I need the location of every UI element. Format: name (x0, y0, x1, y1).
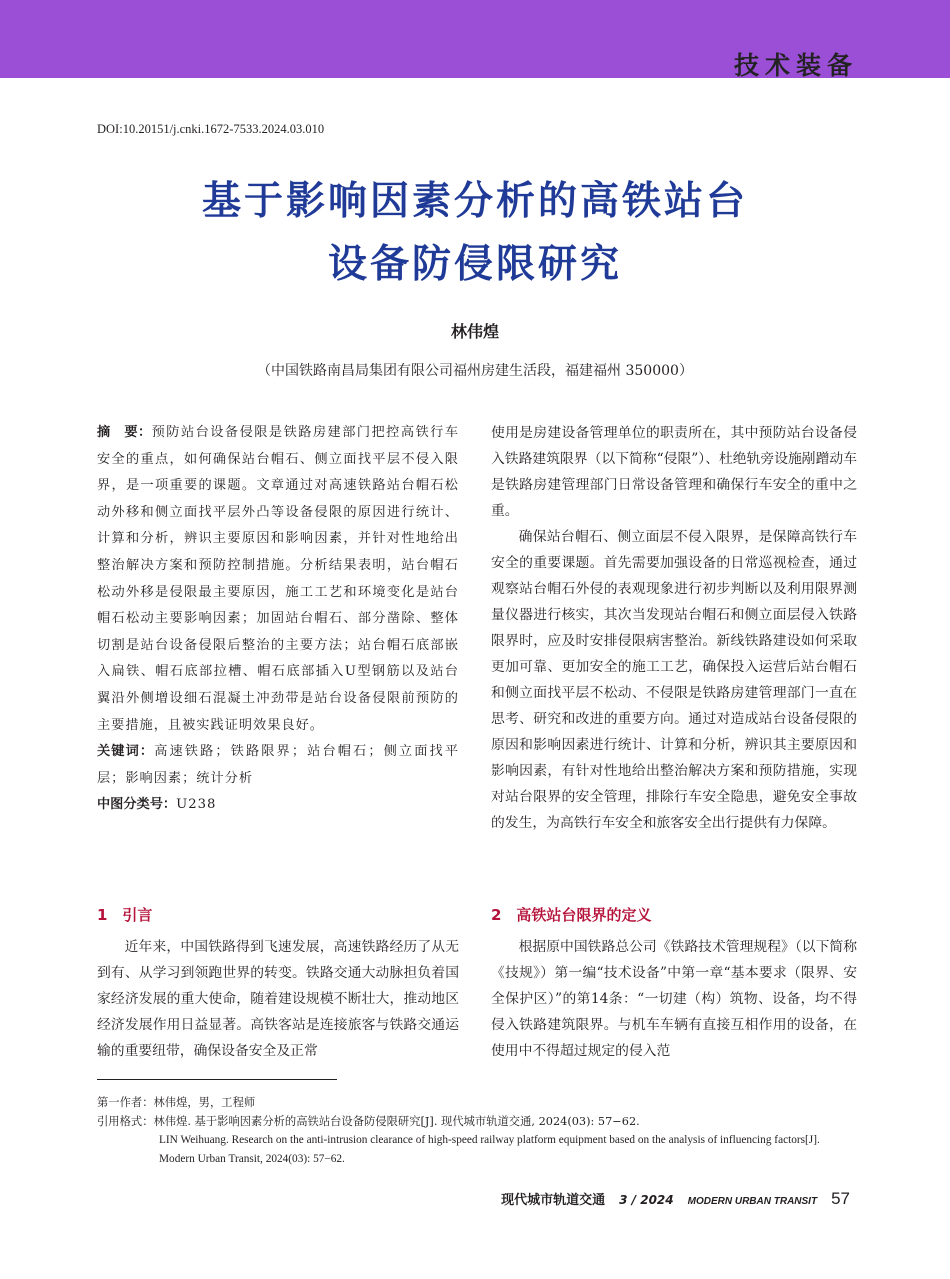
paragraph: 近年来，中国铁路得到飞速发展，高速铁路经历了从无到有、从学习到领跑世界的转变。铁路交通大动脉担负着国家经济发展的重大使命，随着建设规模不断壮大，推动地区经济发展作用日益显著。高铁客站是连接旅客与铁路交通运输的重要纽带，确保设备安全及正常 (97, 939, 459, 1059)
page-number: 57 (831, 1189, 850, 1208)
paragraph: 确保站台帽石、侧立面层不侵入限界，是保障高铁行车安全的重要课题。首先需要加强设备的日常巡视检查，通过观察站台帽石外侵的表观现象进行初步判断以及利用限界测量仪器进行核实，其次当发现站台帽石和侧立面层侵入铁路限界时，应及时安排侵限病害整治。新线铁路建设如何采取更加可靠、更加安全的施工工艺，确保投入运营后站台帽石和侧立面找平层不松动、不侵限是铁路房建管理部门一直在思考、研究和改进的重要方向。通过对造成站台设备侵限的原因和影响因素进行统计、计算和分析，辨识其主要原因和影响因素，有针对性地给出整治解决方案和预防措施，实现对站台限界的安全管理，排除行车安全隐患，避免安全事故的发生，为高铁行车安全和旅客安全出行提供有力保障。 (491, 529, 857, 831)
keywords: 高速铁路；铁路限界；站台帽石；侧立面找平层；影响因素；统计分析 (97, 744, 460, 786)
clc-label: 中图分类号： (97, 797, 177, 813)
clc-code: U238 (176, 797, 217, 813)
issue-number: 3 / 2024 (619, 1193, 674, 1207)
right-column-intro (491, 420, 857, 836)
doi: DOI:10.20151/j.cnki.1672-7533.2024.03.010 (97, 122, 325, 136)
author: 林伟煌 (450, 322, 499, 341)
section-1-body (97, 934, 459, 1064)
journal-name-en: MODERN URBAN TRANSIT (687, 1196, 818, 1207)
title-line-1: 基于影响因素分析的高铁站台 (201, 178, 748, 224)
page-footer (501, 1189, 850, 1209)
paragraph: 根据原中国铁路总公司《铁路技术管理规程》（以下简称《技规》）第一编“技术设备”中第一章“基本要求（限界、安全保护区）”的第14条：“一切建（构）筑物、设备，均不得侵入铁路建筑限界。与机车车辆有直接互相作用的设备，在使用中不得超过规定的侵入范 (491, 939, 857, 1059)
affiliation: （中国铁路南昌局集团有限公司福州房建生活段，福建福州 350000） (257, 363, 693, 379)
abstract-label: 摘 要： (97, 425, 152, 440)
journal-name-cn: 现代城市轨道交通 (501, 1193, 606, 1208)
section-2-heading: 2 高铁站台限界的定义 (491, 906, 652, 924)
keywords-label: 关键词： (97, 744, 155, 760)
footnote-citation-en: LIN Weihuang. Research on the anti-intrusion clearance of high-speed railway platform equipment based on the analysis of influencing factors[J]. Modern Urban Transit, 2024(03): 57−62. (159, 1134, 820, 1165)
paragraph: 使用是房建设备管理单位的职责所在，其中预防站台设备侵入铁路建筑限界（以下简称“侵限”）、杜绝轨旁设施剐蹭动车是铁路房建管理部门日常设备管理和确保行车安全的重中之重。 (491, 425, 857, 519)
footnote-citation-cn: 引用格式：林伟煌. 基于影响因素分析的高铁站台设备防侵限研究[J]. 现代城市轨道交通, 2024(03): 57−62. (97, 1115, 640, 1128)
footnote-first-author: 第一作者：林伟煌，男，工程师 (97, 1096, 256, 1109)
abstract-block (97, 420, 459, 819)
section-tag: 技术装备 (733, 51, 858, 80)
section-1-heading: 1 引言 (97, 906, 153, 924)
footnote-divider (97, 1079, 337, 1080)
title-line-2: 设备防侵限研究 (327, 241, 622, 287)
abstract-text: 预防站台设备侵限是铁路房建部门把控高铁行车安全的重点，如何确保站台帽石、侧立面找平层不侵入限界，是一项重要的课题。文章通过对高速铁路站台帽石松动外移和侧立面找平层外凸等设备侵限的原因进行统计、计算和分析，辨识主要原因和影响因素，并针对性地给出整治解决方案和预防控制措施。分析结果表明，站台帽石松动外移是侵限最主要原因，施工工艺和环境变化是站台帽石松动主要影响因素；加固站台帽石、部分凿除、整体切割是站台设备侵限后整治的主要方法；站台帽石底部嵌入扁铁、帽石底部拉槽、帽石底部插入U型钢筋以及站台翼沿外侧增设细石混凝土冲劲带是站台设备侵限前预防的主要措施，且被实践证明效果良好。 (97, 425, 460, 733)
section-2-body (491, 934, 857, 1064)
